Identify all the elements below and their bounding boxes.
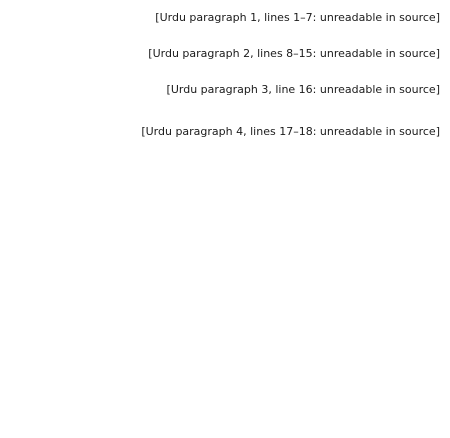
paragraph-4: [Urdu paragraph 4, lines 17–18: unreadable in source] [141, 125, 440, 138]
paragraph-1: [Urdu paragraph 1, lines 1–7: unreadable in source] [155, 11, 440, 24]
paragraph-2: [Urdu paragraph 2, lines 8–15: unreadable in source] [148, 47, 440, 60]
paragraph-3: [Urdu paragraph 3, line 16: unreadable in source] [166, 83, 440, 96]
